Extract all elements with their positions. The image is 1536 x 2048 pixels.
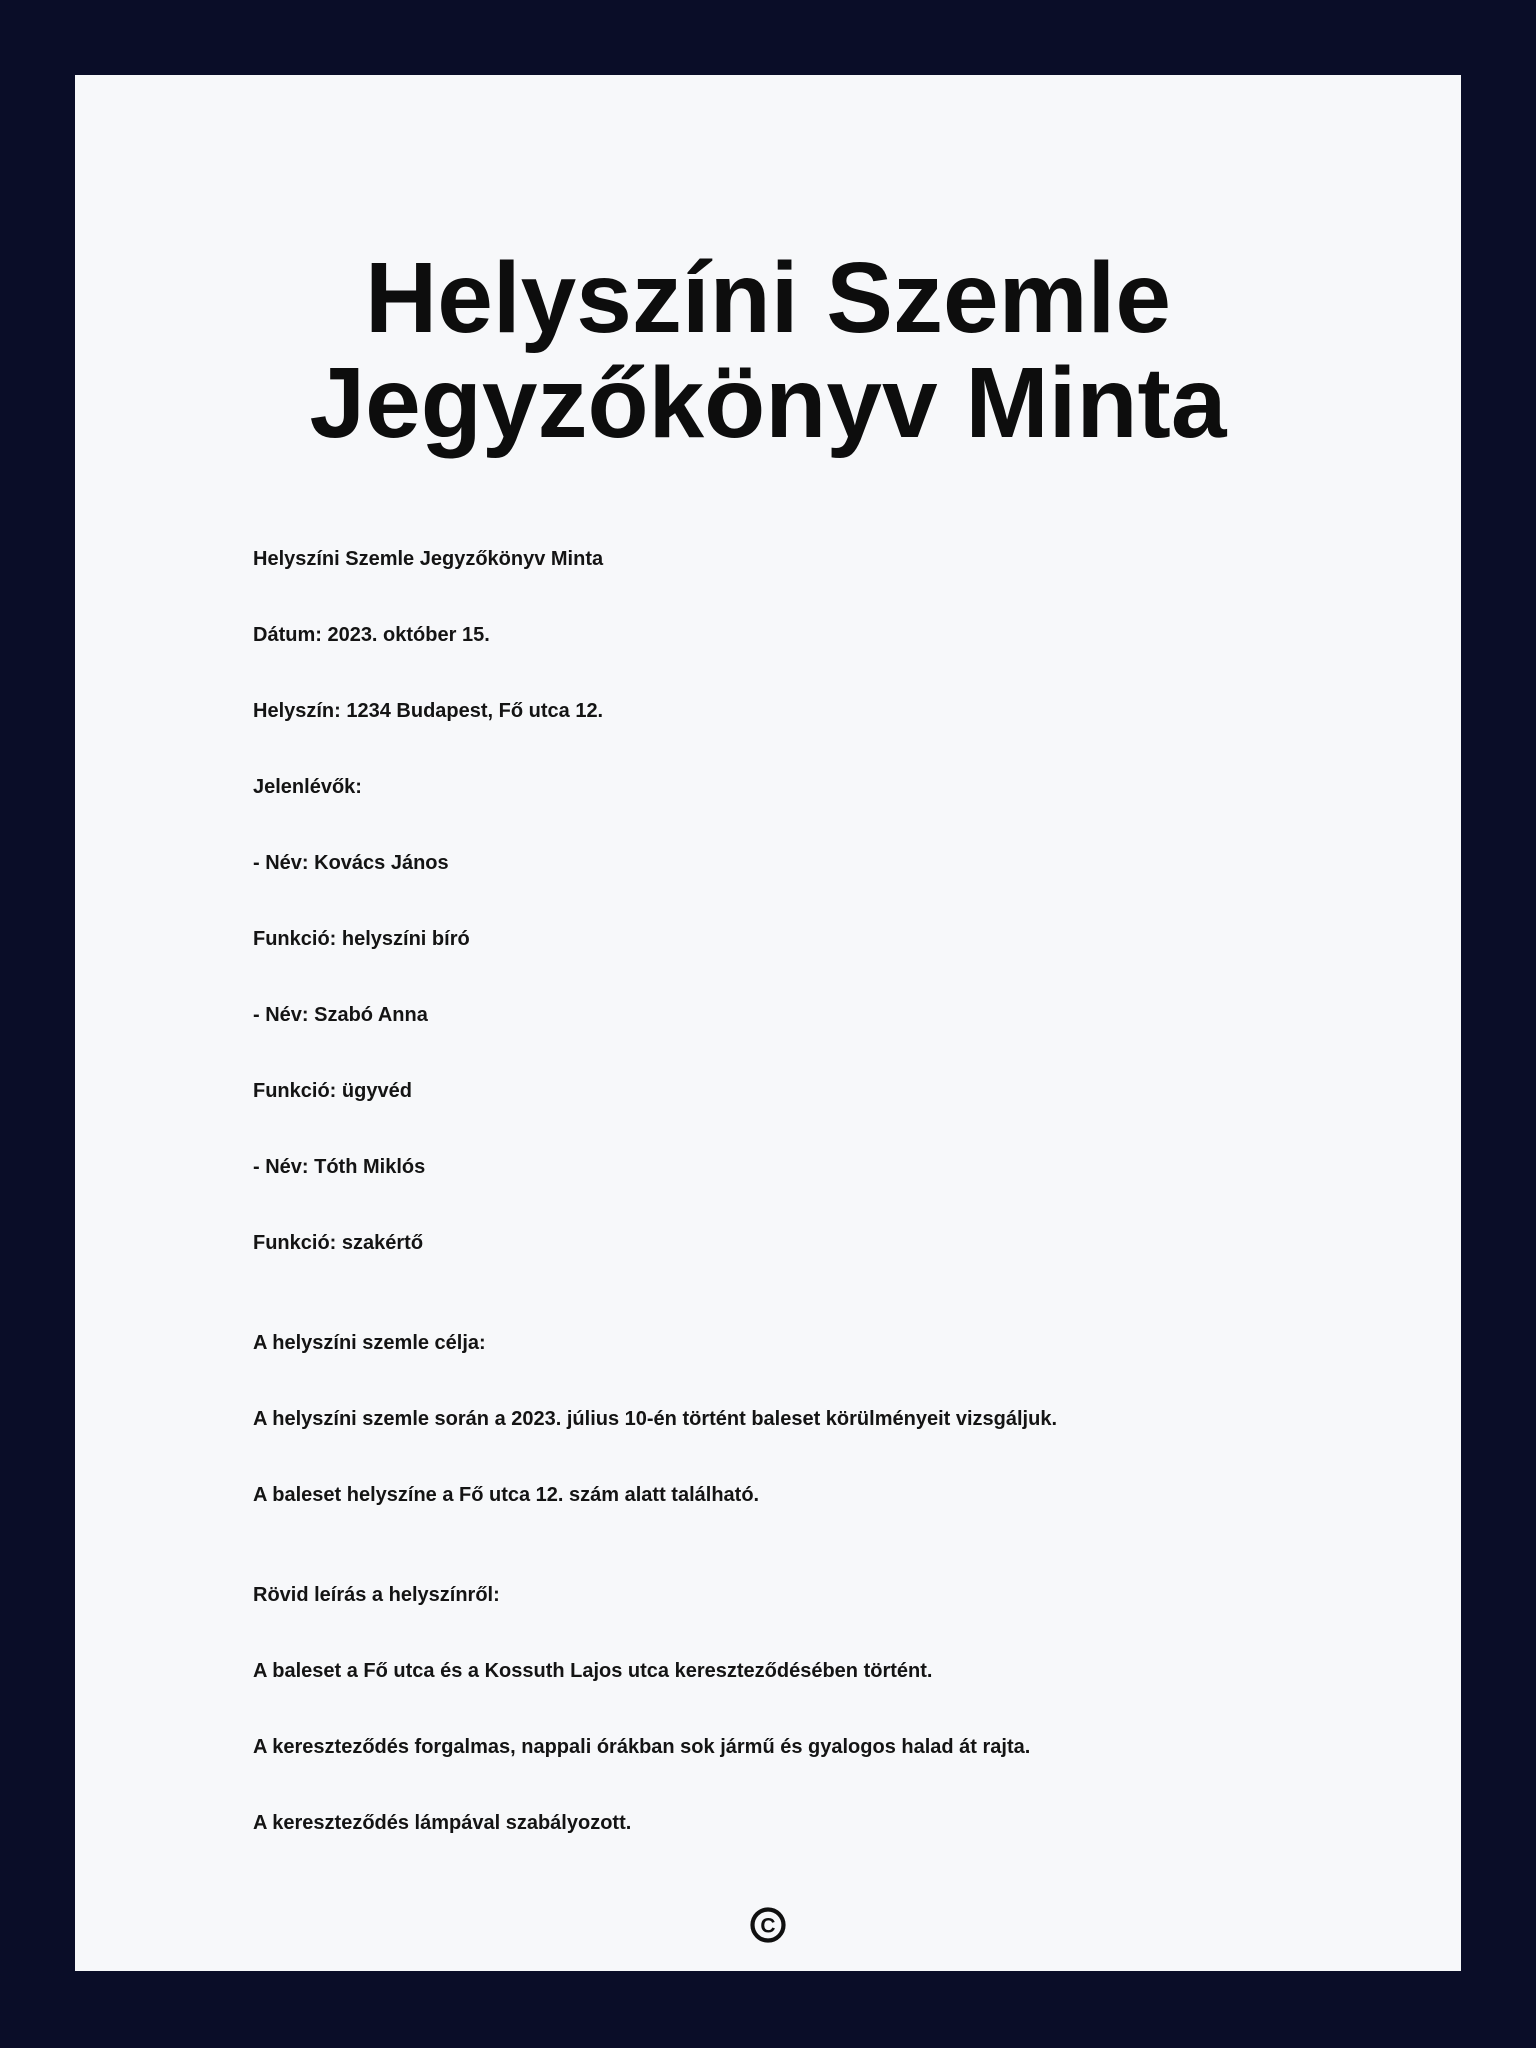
paragraph-role-2: Funkció: ügyvéd [253,1080,412,1102]
page-footer [75,1907,1461,1948]
document-title: Helyszíni Szemle Jegyzőkönyv Minta [309,242,1227,459]
paragraph-description-2: A kereszteződés forgalmas, nappali órákban sok jármű és gyalogos halad át rajta. [253,1736,1031,1758]
paragraph-description-3: A kereszteződés lámpával szabályozott. [253,1812,632,1834]
paragraph-role-3: Funkció: szakértő [253,1232,424,1254]
paragraph-name-1: - Név: Kovács János [253,852,449,874]
paragraph-attendees-label: Jelenlévők: [253,776,362,798]
paragraph-purpose-label: A helyszíni szemle célja: [253,1332,486,1354]
paragraph-doc-heading: Helyszíni Szemle Jegyzőkönyv Minta [253,548,604,570]
paragraph-purpose-2: A baleset helyszíne a Fő utca 12. szám alatt található. [253,1484,760,1506]
document-body [75,547,1461,1835]
paragraph-description-label: Rövid leírás a helyszínről: [253,1584,500,1606]
paragraph-location: Helyszín: 1234 Budapest, Fő utca 12. [253,700,604,722]
paragraph-role-1: Funkció: helyszíni bíró [253,928,470,950]
paragraph-name-2: - Név: Szabó Anna [253,1004,428,1026]
document-page [75,75,1461,1971]
svg-text:C: C [760,1914,776,1938]
paragraph-name-3: - Név: Tóth Miklós [253,1156,426,1178]
copyright-icon [750,1907,786,1943]
paragraph-description-1: A baleset a Fő utca és a Kossuth Lajos utca kereszteződésében történt. [253,1660,933,1682]
paragraph-date: Dátum: 2023. október 15. [253,624,490,646]
paragraph-purpose-1: A helyszíni szemle során a 2023. július 10-én történt baleset körülményeit vizsgáljuk. [253,1408,1057,1430]
